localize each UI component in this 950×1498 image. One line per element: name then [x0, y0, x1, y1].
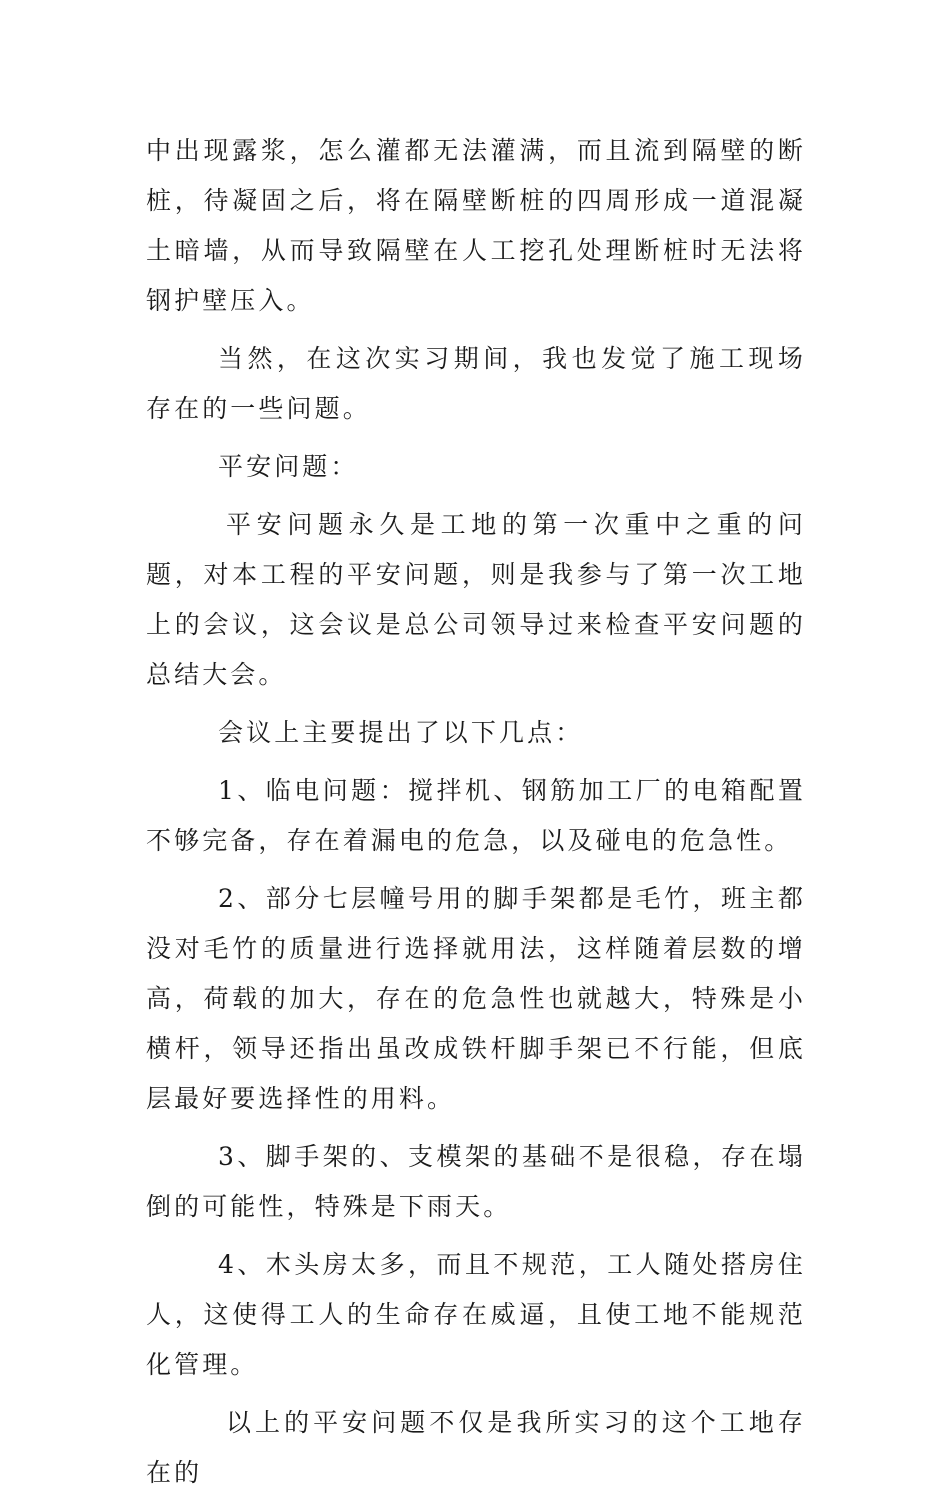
list-item-bamboo-scaffolding: 2、部分七层幢号用的脚手架都是毛竹，班主都没对毛竹的质量进行选择就用法，这样随着层数的增高，荷载的加大，存在的危急性也就越大，特殊是小横杆，领导还指出虽改成铁杆脚手架已不行能，但底层最好要选择性的用料。: [146, 884, 806, 1113]
paragraph-internship-problems: 当然，在这次实习期间，我也发觉了施工现场存在的一些问题。: [146, 344, 806, 423]
list-item-temporary-electricity: 1、临电问题：搅拌机、钢筋加工厂的电箱配置不够完备，存在着漏电的危急，以及碰电的危急性。: [146, 776, 806, 855]
document-body: [146, 126, 806, 1498]
heading-safety-issues: 平安问题：: [218, 452, 359, 481]
list-item-wooden-huts: 4、木头房太多，而且不规范，工人随处搭房住人，这使得工人的生命存在威逼，且使工地不能规范化管理。: [146, 1250, 806, 1379]
paragraph-meeting-points-intro: 会议上主要提出了以下几点：: [218, 718, 584, 747]
list-item-scaffold-foundation: 3、脚手架的、支模架的基础不是很稳，存在塌倒的可能性，特殊是下雨天。: [146, 1142, 806, 1221]
paragraph-safety-meeting: 平安问题永久是工地的第一次重中之重的问题，对本工程的平安问题，则是我参与了第一次工地上的会议，这会议是总公司领导过来检查平安问题的总结大会。: [146, 510, 806, 689]
paragraph-safety-conclusion: 以上的平安问题不仅是我所实习的这个工地存在的: [146, 1408, 806, 1487]
paragraph-leak-concrete-wall: 中出现露浆，怎么灌都无法灌满，而且流到隔壁的断桩，待凝固之后，将在隔壁断桩的四周形成一道混凝土暗墙，从而导致隔壁在人工挖孔处理断桩时无法将钢护壁压入。: [146, 136, 806, 315]
